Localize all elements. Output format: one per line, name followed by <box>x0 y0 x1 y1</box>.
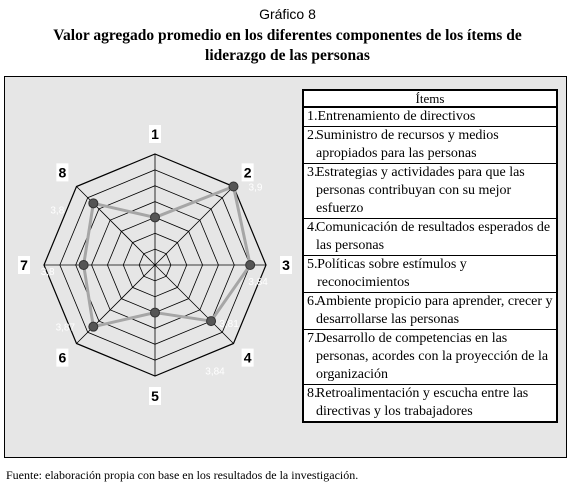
legend-header: Ítems <box>304 91 556 107</box>
figure-caption: Gráfico 8 <box>259 6 316 22</box>
chart-frame <box>4 76 567 458</box>
legend-item-text: Entrenamiento de directivos <box>317 109 476 124</box>
legend-item-number: 2. <box>307 128 318 143</box>
legend-item <box>304 292 556 329</box>
legend-item-number: 4. <box>307 220 318 235</box>
legend-item-text: Comunicación de resultados esperados de las personas <box>316 220 551 253</box>
legend-item <box>304 107 556 126</box>
data-point <box>89 199 98 208</box>
radar-chart <box>5 77 301 457</box>
data-point <box>207 317 216 326</box>
legend-item <box>304 384 556 421</box>
legend-item-number: 6. <box>307 294 318 309</box>
legend-item-number: 1. <box>307 109 318 124</box>
data-point <box>79 261 88 270</box>
data-point <box>151 308 160 317</box>
grid-spoke <box>155 187 233 265</box>
legend-item-number: 8. <box>307 386 318 401</box>
chart-title-line-2: liderazgo de las personas <box>205 47 370 64</box>
legend-item <box>304 255 556 292</box>
legend-item <box>304 218 556 255</box>
legend-item-number: 5. <box>307 257 318 272</box>
grid-spoke <box>77 187 155 265</box>
category-label: 1 <box>151 126 159 142</box>
legend-item-text: Ambiente propicio para aprender, crecer y desarrollarse las personas <box>316 294 553 327</box>
data-point <box>89 322 98 331</box>
legend-table <box>302 89 558 423</box>
value-label: 3,84 <box>205 366 225 378</box>
category-label: 7 <box>20 257 28 273</box>
grid-spoke <box>77 265 155 343</box>
legend-item-text: Suministro de recursos y medios apropiados para las personas <box>316 128 499 161</box>
legend-item-text: Desarrollo de competencias en las personas, acordes con la proyección de la organización <box>316 331 549 382</box>
chart-title-line-1: Valor agregado promedio en los diferentes componentes de los ítems de <box>53 27 522 44</box>
value-label: 3,8 <box>50 205 65 217</box>
category-label: 6 <box>58 349 67 366</box>
legend-item-number: 7. <box>307 331 318 346</box>
category-label: 2 <box>243 164 252 181</box>
legend-item-text: Políticas sobre estímulos y reconocimientos <box>317 257 467 290</box>
category-label: 4 <box>243 349 252 366</box>
value-label: 3,84 <box>248 277 268 288</box>
value-label: 3,9 <box>248 182 263 194</box>
category-label: 8 <box>58 164 67 181</box>
category-label: 3 <box>282 257 290 273</box>
data-point <box>151 213 160 222</box>
legend-item-text: Retroalimentación y escucha entre las directivas y los trabajadores <box>316 386 529 419</box>
value-label: 3,81 <box>219 319 239 331</box>
legend-item-number: 3. <box>307 165 318 180</box>
legend-item-text: Estrategias y actividades para que las personas contribuyan con su mejor esfuerzo <box>316 165 525 216</box>
data-point <box>246 261 255 270</box>
data-point <box>229 182 238 191</box>
legend-item <box>304 163 556 218</box>
value-label: 3,87 <box>55 322 76 334</box>
legend-item <box>304 126 556 163</box>
chart-title <box>0 26 575 66</box>
category-label: 5 <box>151 388 159 404</box>
source-note: Fuente: elaboración propia con base en los resultados de la investigación. <box>6 468 359 482</box>
legend-item <box>304 329 556 384</box>
value-label: 3,8 <box>40 267 55 278</box>
